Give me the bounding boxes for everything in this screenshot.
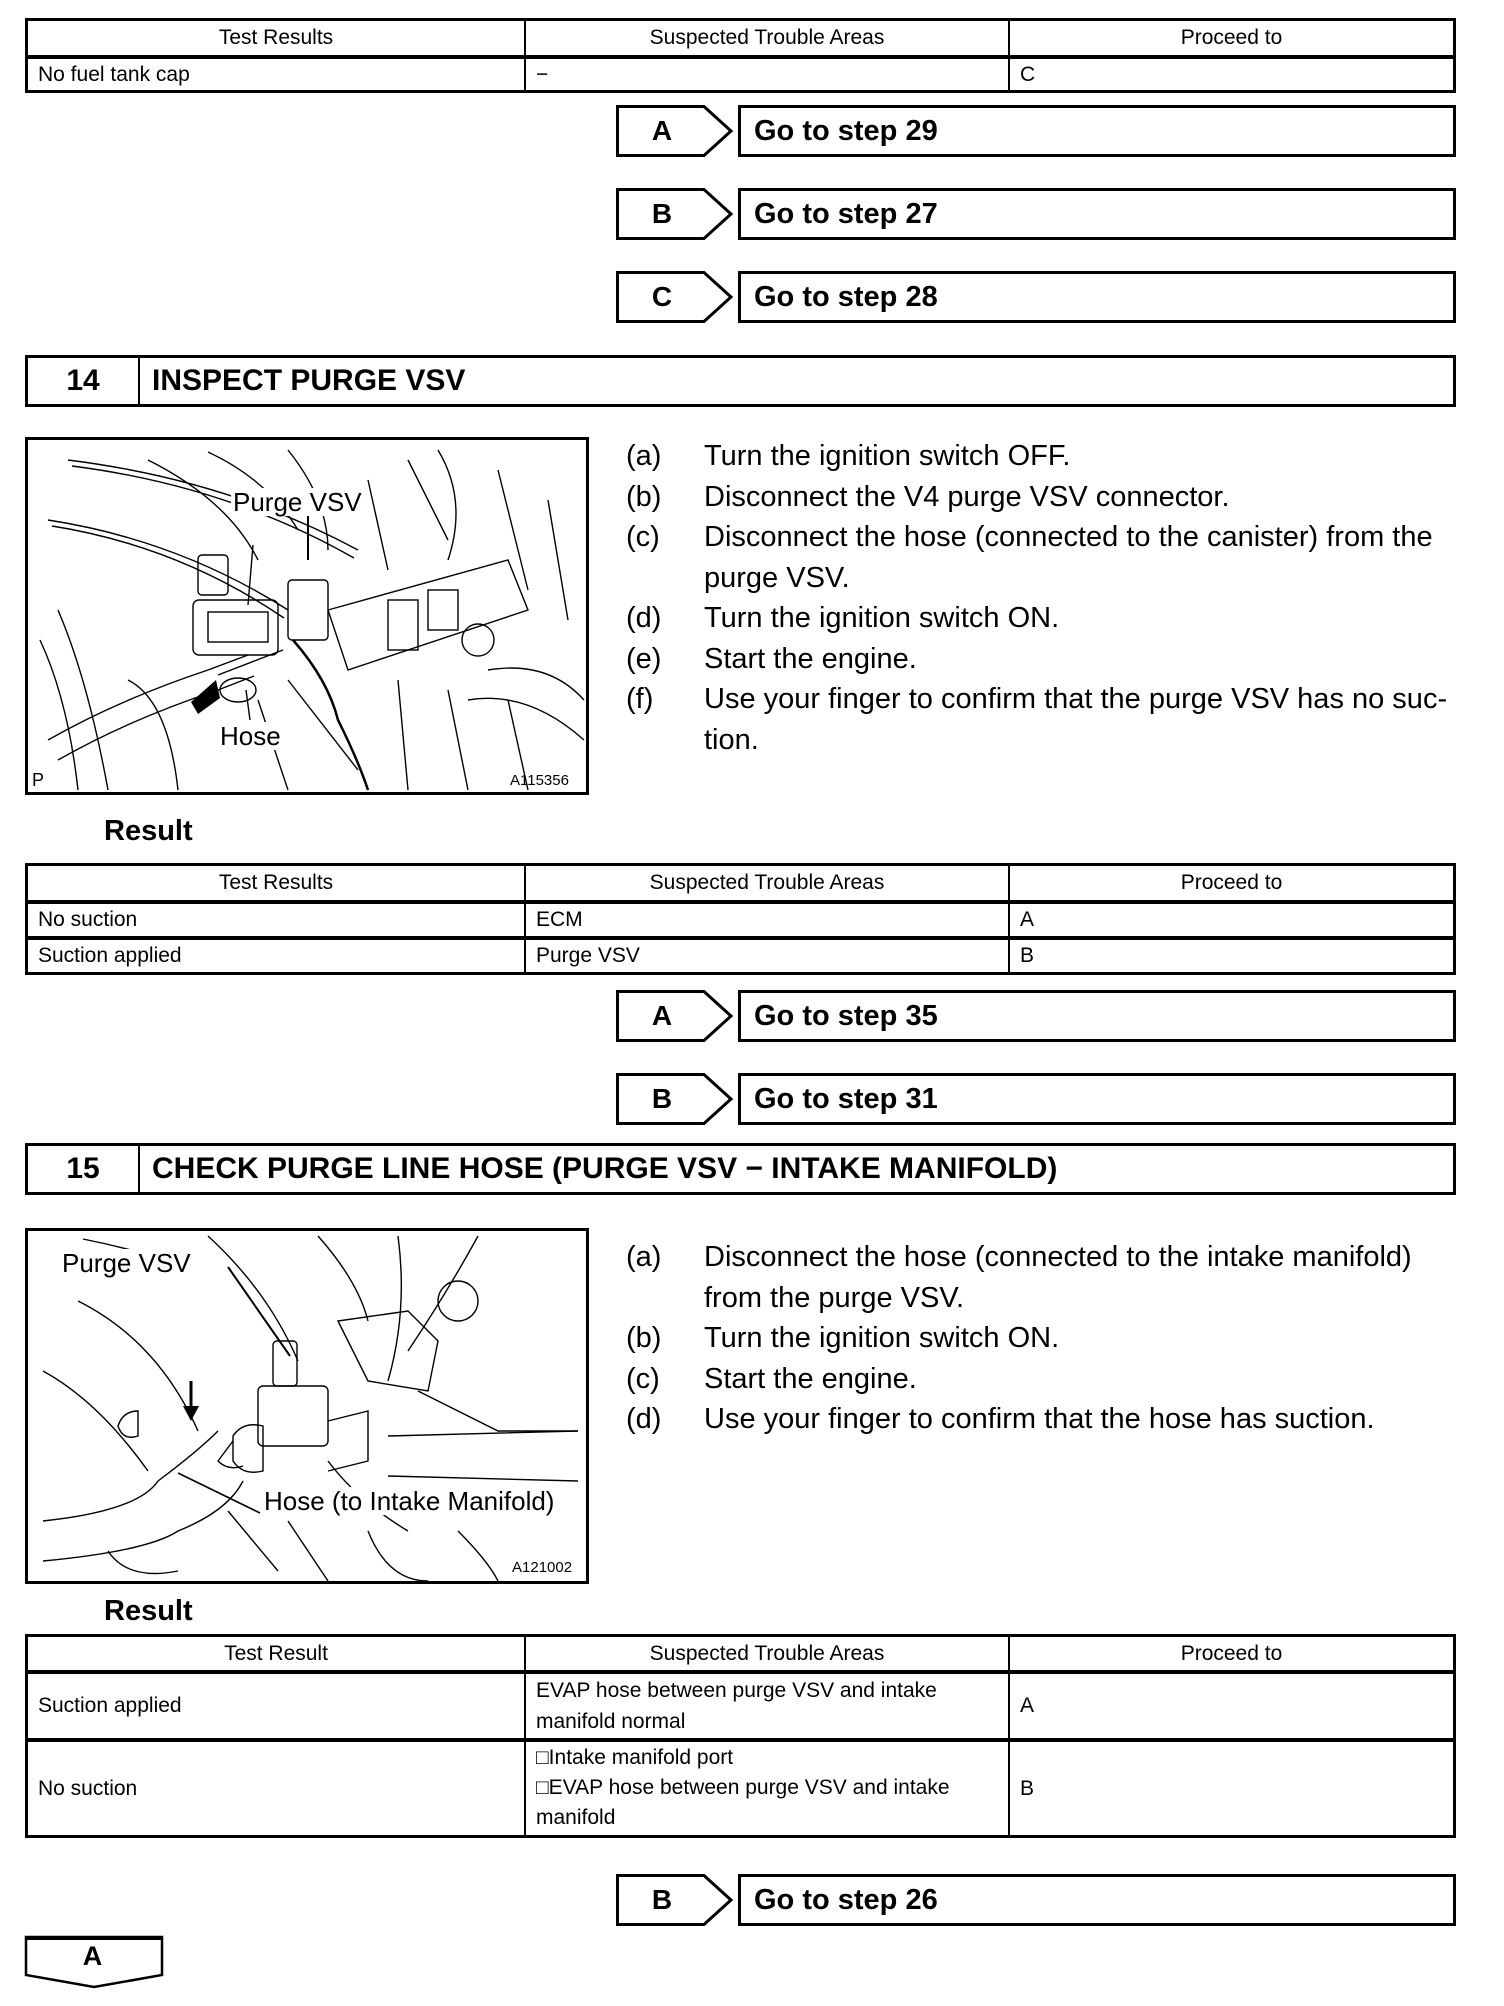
- col-header-test-results: Test Results: [27, 20, 526, 57]
- purge-vsv-label: Purge VSV: [233, 487, 362, 517]
- step-title: CHECK PURGE LINE HOSE (PURGE VSV − INTAKE MANIFOLD): [152, 1152, 1058, 1185]
- branch-letter-tag: A: [616, 990, 734, 1042]
- cell-proceed-to: A: [1009, 902, 1455, 938]
- go-to-step-link[interactable]: Go to step 27: [738, 188, 1456, 240]
- cell-suspected-area: Purge VSV: [525, 938, 1009, 974]
- step-15-instructions: [626, 1237, 1456, 1440]
- table-row: [27, 902, 1455, 938]
- cell-test-result: Suction applied: [27, 938, 526, 974]
- table-row: [27, 1672, 1455, 1740]
- table-row: [27, 938, 1455, 974]
- branch-b-go-to-step-27[interactable]: [616, 188, 1456, 240]
- step-title: INSPECT PURGE VSV: [152, 364, 466, 397]
- result-heading: Result: [104, 815, 193, 847]
- branch-b-go-to-step-26[interactable]: [616, 1874, 1456, 1926]
- branch-b-go-to-step-31[interactable]: [616, 1073, 1456, 1125]
- step-14-header: [25, 355, 1456, 407]
- cell-suspected-area: EVAP hose between purge VSV and intake manifold normal: [525, 1672, 1009, 1740]
- instruction-item: (d) Turn the ignition switch ON.: [626, 602, 1060, 634]
- intake-hose-drawing-icon: [28, 1231, 588, 1583]
- go-to-step-link[interactable]: Go to step 26: [738, 1874, 1456, 1926]
- col-header-suspected-areas: Suspected Trouble Areas: [525, 865, 1009, 902]
- top-result-table: [25, 18, 1456, 93]
- instruction-item: (c) Start the engine.: [626, 1362, 917, 1395]
- branch-a-go-to-step-29[interactable]: [616, 105, 1456, 157]
- purge-vsv-illustration: [25, 437, 589, 795]
- figure-id: A121002: [512, 1559, 573, 1576]
- purge-vsv-label: Purge VSV: [62, 1248, 191, 1278]
- go-to-step-link[interactable]: Go to step 28: [738, 271, 1456, 323]
- branch-c-go-to-step-28[interactable]: [616, 271, 1456, 323]
- step-14-result-table: [25, 863, 1456, 975]
- figure-corner-mark: P: [32, 770, 45, 790]
- purge-line-hose-illustration: [25, 1228, 589, 1584]
- col-header-proceed-to: Proceed to: [1009, 1636, 1455, 1672]
- col-header-test-result: Test Result: [27, 1636, 526, 1672]
- cell-suspected-area: −: [525, 57, 1009, 92]
- figure-id: A115356: [510, 772, 569, 789]
- result-heading: Result: [104, 1595, 193, 1627]
- table-row: [27, 1740, 1455, 1837]
- cell-suspected-area: □Intake manifold port □EVAP hose between purge VSV and intake manifold: [525, 1740, 1009, 1837]
- branch-letter-tag: C: [616, 271, 734, 323]
- col-header-proceed-to: Proceed to: [1009, 20, 1455, 57]
- step-15-header: [25, 1143, 1456, 1195]
- table-row: [27, 57, 1455, 92]
- cell-proceed-to: A: [1009, 1672, 1455, 1740]
- step-15-result-table: [25, 1634, 1456, 1838]
- col-header-suspected-areas: Suspected Trouble Areas: [525, 1636, 1009, 1672]
- continue-a-tag[interactable]: A: [24, 1935, 164, 1994]
- step-number: 15: [28, 1146, 140, 1192]
- instruction-item: (f) Use your finger to confirm that the purge VSV has no suc-tion.: [626, 683, 1448, 756]
- step-number: 14: [28, 358, 140, 404]
- instruction-item: (a) Turn the ignition switch OFF.: [626, 440, 1071, 472]
- cell-proceed-to: B: [1009, 1740, 1455, 1837]
- cell-test-result: Suction applied: [27, 1672, 526, 1740]
- step-14-instructions: [626, 436, 1456, 760]
- instruction-item: (a) Disconnect the hose (connected to the intake manifold) from the purge VSV.: [626, 1241, 1412, 1314]
- go-to-step-link[interactable]: Go to step 35: [738, 990, 1456, 1042]
- cell-test-result: No suction: [27, 1740, 526, 1837]
- cell-proceed-to: B: [1009, 938, 1455, 974]
- instruction-item: (e) Start the engine.: [626, 642, 917, 675]
- cell-proceed-to: C: [1009, 57, 1455, 92]
- go-to-step-link[interactable]: Go to step 29: [738, 105, 1456, 157]
- instruction-item: (b) Disconnect the V4 purge VSV connector.: [626, 480, 1230, 513]
- branch-letter-tag: B: [616, 1073, 734, 1125]
- branch-a-go-to-step-35[interactable]: [616, 990, 1456, 1042]
- col-header-proceed-to: Proceed to: [1009, 865, 1455, 902]
- cell-test-result: No suction: [27, 902, 526, 938]
- col-header-test-results: Test Results: [27, 865, 526, 902]
- branch-letter-tag: B: [616, 188, 734, 240]
- cell-suspected-area: ECM: [525, 902, 1009, 938]
- go-to-step-link[interactable]: Go to step 31: [738, 1073, 1456, 1125]
- hose-to-intake-manifold-label: Hose (to Intake Manifold): [264, 1486, 555, 1516]
- instruction-item: (b) Turn the ignition switch ON.: [626, 1322, 1060, 1354]
- col-header-suspected-areas: Suspected Trouble Areas: [525, 20, 1009, 57]
- instruction-item: (c) Disconnect the hose (connected to the canister) from the purge VSV.: [626, 521, 1433, 594]
- cell-test-result: No fuel tank cap: [27, 57, 526, 92]
- branch-letter-tag: B: [616, 1874, 734, 1926]
- hose-label: Hose: [220, 721, 281, 751]
- instruction-item: (d) Use your finger to confirm that the hose has suction.: [626, 1403, 1375, 1435]
- branch-letter-tag: A: [616, 105, 734, 157]
